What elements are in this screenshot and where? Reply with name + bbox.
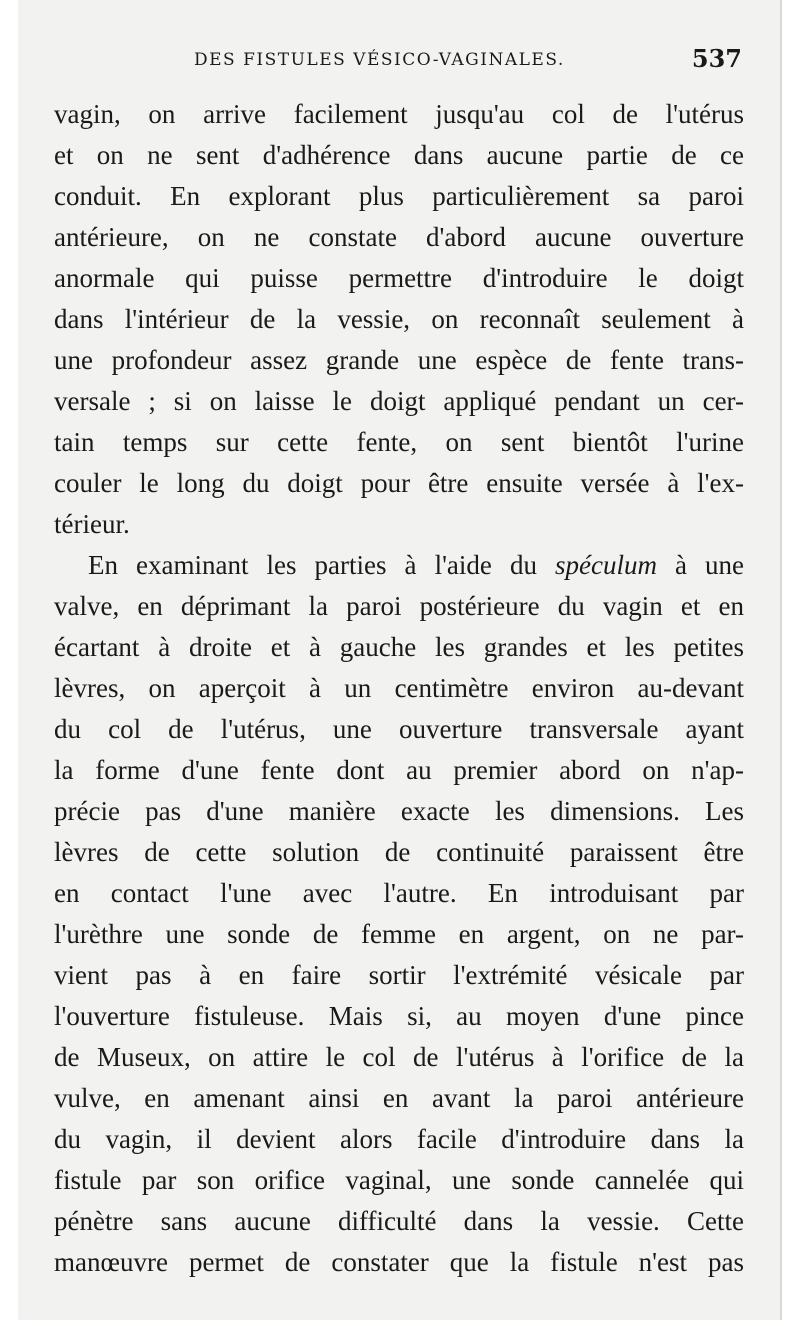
text-line: valve, en déprimant la paroi postérieure du vagin et en	[54, 591, 744, 621]
text-line: vient pas à en faire sortir l'extrémité vésicale par	[54, 960, 744, 990]
text-line: l'urèthre une sonde de femme en argent, on ne par-	[54, 919, 744, 949]
text-line: du col de l'utérus, une ouverture transversale ayant	[54, 714, 744, 744]
text-line: précie pas d'une manière exacte les dimensions. Les	[54, 796, 744, 826]
text-line: versale ; si on laisse le doigt appliqué pendant un cer-	[54, 386, 744, 416]
page-header	[18, 46, 780, 76]
text-line: dans l'intérieur de la vessie, on reconnaît seulement à	[54, 304, 744, 334]
text-line: l'ouverture fistuleuse. Mais si, au moyen d'une pince	[54, 1001, 744, 1031]
text-line: manœuvre permet de constater que la fistule n'est pas	[54, 1247, 744, 1277]
text-line: anormale qui puisse permettre d'introduire le doigt	[54, 263, 744, 293]
book-page	[18, 0, 782, 1320]
text-line: la forme d'une fente dont au premier abord on n'ap-	[54, 755, 744, 785]
text-fragment: à une	[656, 550, 744, 580]
text-line: vagin, on arrive facilement jusqu'au col de l'utérus	[54, 99, 744, 129]
text-line: et on ne sent d'adhérence dans aucune partie de ce	[54, 140, 744, 170]
text-line: conduit. En explorant plus particulièrement sa paroi	[54, 181, 744, 211]
text-line: lèvres, on aperçoit à un centimètre environ au-devant	[54, 673, 744, 703]
text-fragment: En examinant les parties à l'aide du	[88, 550, 537, 580]
page-number: 537	[691, 44, 742, 73]
text-line: une profondeur assez grande une espèce de fente trans-	[54, 345, 744, 375]
running-title: DES FISTULES VÉSICO-VAGINALES.	[194, 50, 565, 70]
paragraph-first-line	[54, 545, 744, 586]
text-line: térieur.	[54, 509, 130, 539]
text-line: pénètre sans aucune difficulté dans la vessie. Cette	[54, 1206, 744, 1236]
text-line: antérieure, on ne constate d'abord aucune ouverture	[54, 222, 744, 252]
text-line: lèvres de cette solution de continuité paraissent être	[54, 837, 744, 867]
text-line: vulve, en amenant ainsi en avant la paroi antérieure	[54, 1083, 744, 1113]
body-text	[54, 94, 744, 1283]
text-line: tain temps sur cette fente, on sent bientôt l'urine	[54, 427, 744, 457]
text-line: couler le long du doigt pour être ensuite versée à l'ex-	[54, 468, 744, 498]
text-line: écartant à droite et à gauche les grandes et les petites	[54, 632, 744, 662]
text-line: de Museux, on attire le col de l'utérus à l'orifice de la	[54, 1042, 744, 1072]
text-line: du vagin, il devient alors facile d'introduire dans la	[54, 1124, 744, 1154]
text-line: en contact l'une avec l'autre. En introduisant par	[54, 878, 744, 908]
text-line: fistule par son orifice vaginal, une sonde cannelée qui	[54, 1165, 744, 1195]
italic-term: spéculum	[555, 550, 657, 580]
